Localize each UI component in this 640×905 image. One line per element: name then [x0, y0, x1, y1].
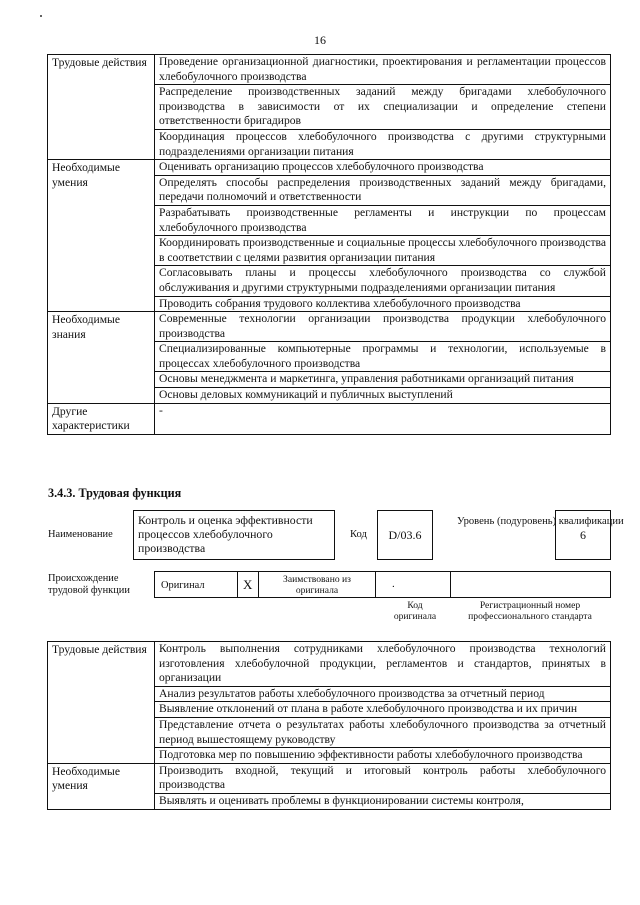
- table-cell: Современные технологии организации производства продукции хлебобулочного производства: [155, 312, 611, 342]
- code-original-cell: [375, 571, 451, 598]
- reg-number-cell: [450, 571, 611, 598]
- table-row: [48, 312, 611, 342]
- original-mark-cell: [237, 571, 259, 598]
- dot-mark: .: [392, 578, 395, 590]
- table-cell: Разрабатывать производственные регламенты и инструкции по процессам хлебобулочного производства: [155, 205, 611, 235]
- row-label: Другие характеристики: [48, 403, 155, 434]
- table-cell: Анализ результатов работы хлебобулочного производства за отчетный период: [155, 686, 611, 702]
- level-label: Уровень (подуровень) квалификации: [457, 516, 624, 527]
- table-cell: Определять способы распределения производственных заданий между бригадами, передачи полномочий и ответственности: [155, 175, 611, 205]
- name-label: Наименование: [48, 529, 113, 540]
- scan-speck: [40, 15, 42, 17]
- table-cell: Представление отчета о результатах работы хлебобулочного производства за отчетный период вышестоящему руководству: [155, 717, 611, 747]
- code-label: Код: [350, 529, 367, 540]
- original-mark: X: [243, 577, 253, 592]
- table-cell: Выявление отклонений от плана в работе хлебобулочного производства и их причин: [155, 702, 611, 718]
- table-cell: -: [155, 403, 611, 434]
- row-label: Трудовые действия: [48, 642, 155, 764]
- level-value-box: 6: [555, 510, 611, 560]
- table-cell: Подготовка мер по повышению эффективности работы хлебобулочного производства: [155, 748, 611, 764]
- table-cell: Координация процессов хлебобулочного производства с другими структурными подразделениями организации питания: [155, 129, 611, 159]
- table-cell: Выявлять и оценивать проблемы в функционировании системы контроля,: [155, 793, 611, 809]
- table-cell: Основы менеджмента и маркетинга, управления работниками организаций питания: [155, 372, 611, 388]
- borrowed-label: Заимствовано из оригинала: [283, 574, 351, 596]
- labor-function-table-1: [47, 54, 611, 435]
- table-cell: Производить входной, текущий и итоговый контроль работы хлебобулочного производства: [155, 763, 611, 793]
- table-cell: Согласовывать планы и процессы хлебобулочного производства со службой обслуживания и другими структурными подразделениями организации питания: [155, 266, 611, 296]
- original-label: Оригинал: [161, 580, 205, 591]
- table-cell: Проводить собрания трудового коллектива хлебобулочного производства: [155, 296, 611, 312]
- function-name-box: Контроль и оценка эффективности процессов хлебобулочного производства: [133, 510, 335, 560]
- table-cell: Проведение организационной диагностики, проектирования и регламентации процессов хлебобулочного производства: [155, 55, 611, 85]
- reg-number-label: Регистрационный номер профессионального стандарта: [468, 600, 592, 622]
- table-cell: Оценивать организацию процессов хлебобулочного производства: [155, 160, 611, 176]
- table-row: [48, 403, 611, 434]
- table-row: [48, 763, 611, 793]
- labor-function-table-2: [47, 641, 611, 810]
- row-label: Необходимые умения: [48, 763, 155, 809]
- origin-row: [154, 571, 611, 598]
- origin-label: Происхождение трудовой функции: [48, 573, 130, 596]
- page-number: 16: [314, 33, 326, 47]
- table-cell: Распределение производственных заданий между бригадами хлебобулочного производства в зависимости от их специализации и определение степени ответственности бригадиров: [155, 85, 611, 130]
- code-value-box: D/03.6: [377, 510, 433, 560]
- table-cell: Контроль выполнения сотрудниками хлебобулочного производства технологий изготовления хлебобулочной продукции, регламентов и стандартов, принятых в организации: [155, 642, 611, 687]
- table-cell: Специализированные компьютерные программы и технологии, используемые в процессах хлебобулочного производства: [155, 342, 611, 372]
- code-original-label: Код оригинала: [393, 600, 437, 622]
- table-cell: Координировать производственные и социальные процессы хлебобулочного производства в соответствии с целями развития организации питания: [155, 236, 611, 266]
- table-row: [48, 642, 611, 687]
- row-label: Трудовые действия: [48, 55, 155, 160]
- table-row: [48, 160, 611, 176]
- borrowed-cell: [258, 571, 376, 598]
- table-cell: Основы деловых коммуникаций и публичных выступлений: [155, 388, 611, 404]
- table-row: [48, 55, 611, 85]
- row-label: Необходимые знания: [48, 312, 155, 404]
- row-label: Необходимые умения: [48, 160, 155, 312]
- original-cell: [154, 571, 238, 598]
- section-title: 3.4.3. Трудовая функция: [48, 486, 182, 500]
